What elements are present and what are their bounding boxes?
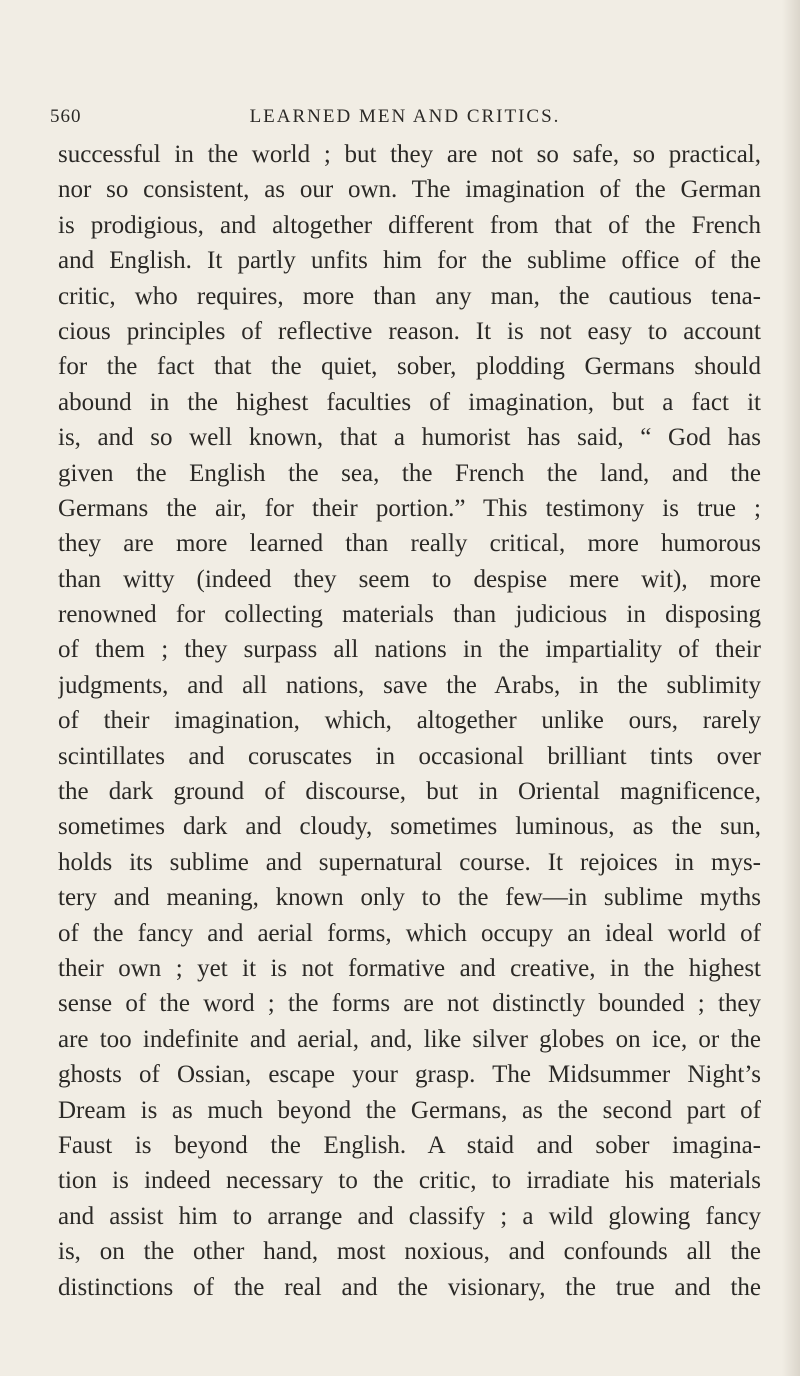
- text-line: tion is indeed necessary to the critic, to irradiate his materials: [58, 1167, 761, 1195]
- text-line: than witty (indeed they seem to despise mere wit), more: [58, 565, 761, 593]
- text-line: holds its sublime and supernatural course. It rejoices in mys-: [58, 848, 761, 876]
- text-line: they are more learned than really critical, more humorous: [58, 530, 761, 558]
- text-line: cious principles of reflective reason. It is not easy to account: [58, 317, 761, 345]
- running-title: LEARNED MEN AND CRITICS.: [249, 106, 561, 127]
- text-line: critic, who requires, more than any man, the cautious tena-: [58, 282, 761, 310]
- text-line: nor so consistent, as our own. The imagination of the German: [58, 176, 761, 204]
- text-line: is, on the other hand, most noxious, and confounds all the: [58, 1238, 761, 1266]
- text-line: scintillates and coruscates in occasional brilliant tints over: [58, 742, 761, 770]
- text-line: sometimes dark and cloudy, sometimes luminous, as the sun,: [58, 813, 761, 841]
- text-line: ghosts of Ossian, escape your grasp. The Midsummer Night’s: [58, 1061, 761, 1089]
- text-line: Faust is beyond the English. A staid and sober imagina-: [58, 1131, 761, 1159]
- text-line: their own ; yet it is not formative and creative, in the highest: [58, 954, 761, 982]
- text-line: is, and so well known, that a humorist has said, “ God has: [58, 424, 761, 452]
- text-line: of the fancy and aerial forms, which occupy an ideal world of: [58, 919, 761, 947]
- text-line: given the English the sea, the French the land, and the: [58, 459, 761, 487]
- text-line: renowned for collecting materials than judicious in disposing: [58, 601, 761, 629]
- text-line: Dream is as much beyond the Germans, as the second part of: [58, 1096, 761, 1124]
- text-line: Germans the air, for their portion.” This testimony is true ;: [58, 494, 761, 522]
- text-line: tery and meaning, known only to the few—in sublime myths: [58, 884, 761, 912]
- text-line: of their imagination, which, altogether unlike ours, rarely: [58, 707, 761, 735]
- text-line: is prodigious, and altogether different from that of the French: [58, 211, 761, 239]
- text-line: sense of the word ; the forms are not distinctly bounded ; they: [58, 990, 761, 1018]
- text-line: are too indefinite and aerial, and, like silver globes on ice, or the: [58, 1025, 761, 1053]
- text-line: distinctions of the real and the visionary, the true and the: [58, 1273, 761, 1301]
- body-text: [58, 137, 761, 1305]
- text-line: and assist him to arrange and classify ; a wild glowing fancy: [58, 1202, 761, 1230]
- page-edge-shadow: [782, 0, 800, 1376]
- page-number: 560: [50, 106, 82, 127]
- running-head: [50, 96, 760, 126]
- text-line: successful in the world ; but they are not so safe, so practical,: [58, 141, 761, 168]
- text-line: the dark ground of discourse, but in Oriental magnificence,: [58, 778, 761, 806]
- text-line: and English. It partly unfits him for the sublime office of the: [58, 247, 761, 275]
- text-line: abound in the highest faculties of imagination, but a fact it: [58, 388, 761, 416]
- text-line: of them ; they surpass all nations in the impartiality of their: [58, 636, 761, 664]
- text-line: for the fact that the quiet, sober, plodding Germans should: [58, 353, 761, 381]
- text-line: judgments, and all nations, save the Arabs, in the sublimity: [58, 671, 761, 699]
